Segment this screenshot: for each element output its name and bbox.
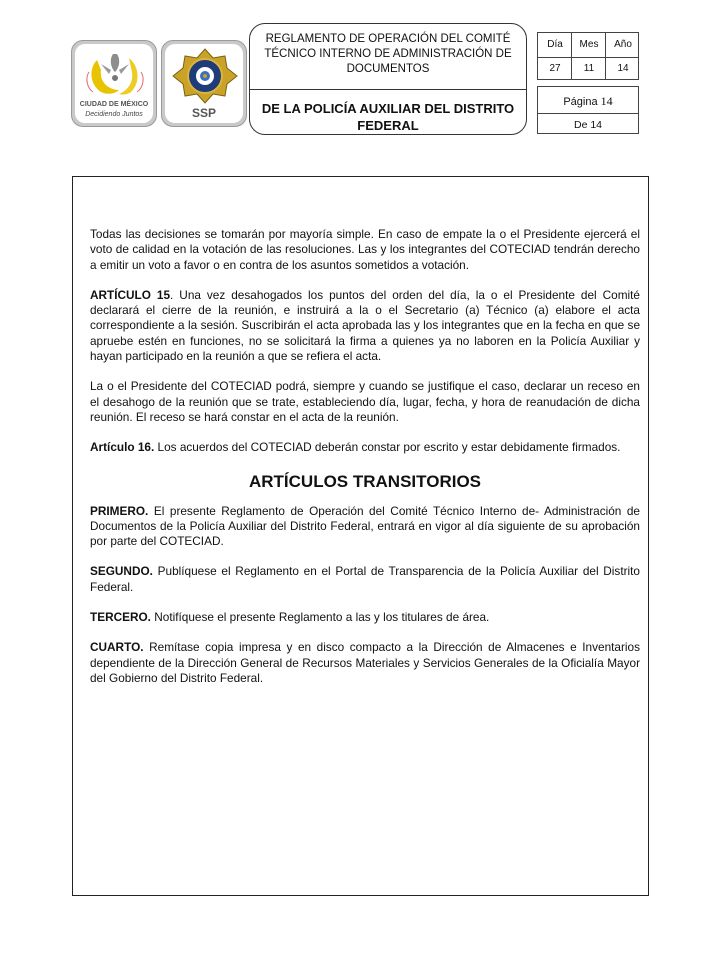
cdmx-logo-name: CIUDAD DE MÉXICO <box>79 101 149 108</box>
document-title: REGLAMENTO DE OPERACIÓN DEL COMITÉ TÉCNICO INTERNO DE ADMINISTRACIÓN DE DOCUMENTOS <box>264 33 512 75</box>
page-indicator <box>538 94 638 109</box>
police-badge-icon <box>165 46 245 104</box>
date-day-label: Día <box>547 39 563 50</box>
article-16-text: Los acuerdos del COTECIAD deberán constar por escrito y estar debidamente firmados. <box>154 440 621 455</box>
paragraph-transitory-fourth <box>90 640 640 686</box>
page-label: Página <box>563 96 598 108</box>
transitory-second-label: SEGUNDO. <box>90 564 153 579</box>
date-year-label: Año <box>614 39 632 50</box>
ssp-logo <box>161 40 247 127</box>
content-frame <box>72 176 649 896</box>
paragraph-decisions: Todas las decisiones se tomarán por mayoría simple. En caso de empate la o el Presidente ejercerá el voto de calidad en la votación de las resoluciones. Las y los integrantes del COTECIAD tendrán derecho a emitir un voto a favor o en contra de los asuntos sometidos a votación. <box>90 227 640 272</box>
date-day-value: 27 <box>549 63 561 74</box>
date-year-value: 14 <box>617 63 629 74</box>
document-title-box <box>249 23 527 135</box>
transitory-first-label: PRIMERO. <box>90 503 149 518</box>
date-table <box>537 32 639 80</box>
paragraph-transitory-second <box>90 564 640 595</box>
transitory-first-text: El presente Reglamento de Operación del Comité Técnico Interno de- Administración de Documentos de la Policía Auxiliar del Distrito Federal, entrará en vigor al día siguiente de su aprobación por parte del COTECIAD. <box>90 503 640 549</box>
article-15-text: . Una vez desahogados los puntos del orden del día, la o el Presidente del Comité declarará el cierre de la reunión, e instruirá a la o el Secretario (a) Técnico (a) elabore el acta correspondiente a la sesión. Suscribirán el acta aprobada las y los integrantes que en la fecha en que se apruebe estén en funciones, no se solicitará la firma a quienes ya no laboren en la Policía Auxiliar y hayan participado en la reunión a que se refiera el acta. <box>90 287 640 364</box>
transitory-fourth-label: CUARTO. <box>90 640 144 655</box>
page-total: De 14 <box>573 119 603 131</box>
paragraph-transitory-third <box>90 610 640 625</box>
cdmx-logo-slogan: Decidiendo Juntos <box>85 111 143 118</box>
cdmx-emblem-icon <box>75 48 155 100</box>
paragraph-transitory-first <box>90 504 640 550</box>
date-divider <box>538 57 638 58</box>
paragraph-article-16 <box>90 440 640 455</box>
title-divider <box>250 89 526 90</box>
transitory-fourth-text: Remítase copia impresa y en disco compacto a la Dirección de Almacenes e Inventarios dependiente de la Dirección General de Recursos Materiales y Servicios Generales de la Oficialía Mayor del Gobierno del Distrito Federal. <box>90 640 640 685</box>
date-month-label: Mes <box>579 39 599 50</box>
document-body <box>90 227 640 701</box>
transitory-second-text: Publíquese el Reglamento en el Portal de Transparencia de la Policía Auxiliar del Distrito Federal. <box>90 564 640 594</box>
page-divider <box>538 113 638 114</box>
paragraph-recess: La o el Presidente del COTECIAD podrá, siempre y cuando se justifique el caso, declarar un receso en el desahogo de la reunión que se trate, estableciendo día, lugar, fecha, y hora de reanudación de dicha reunión. El receso se hará constar en el acta de la reunión. <box>90 379 640 424</box>
transitory-third-text: Notifíquese el presente Reglamento a las y los titulares de área. <box>150 610 490 625</box>
ssp-logo-text: SSP <box>191 106 216 120</box>
page-number-box <box>537 86 639 134</box>
page-number: 14 <box>600 94 613 108</box>
article-16-label: Artículo 16. <box>90 440 155 455</box>
document-subtitle: DE LA POLICÍA AUXILIAR DEL DISTRITO FEDERAL <box>261 101 515 133</box>
cdmx-logo <box>71 40 157 127</box>
article-15-label: ARTÍCULO 15 <box>90 287 171 302</box>
transitory-third-label: TERCERO. <box>90 610 151 625</box>
paragraph-article-15 <box>90 288 640 364</box>
date-month-value: 11 <box>583 63 595 74</box>
section-heading-transitory: ARTÍCULOS TRANSITORIOS <box>248 471 482 491</box>
